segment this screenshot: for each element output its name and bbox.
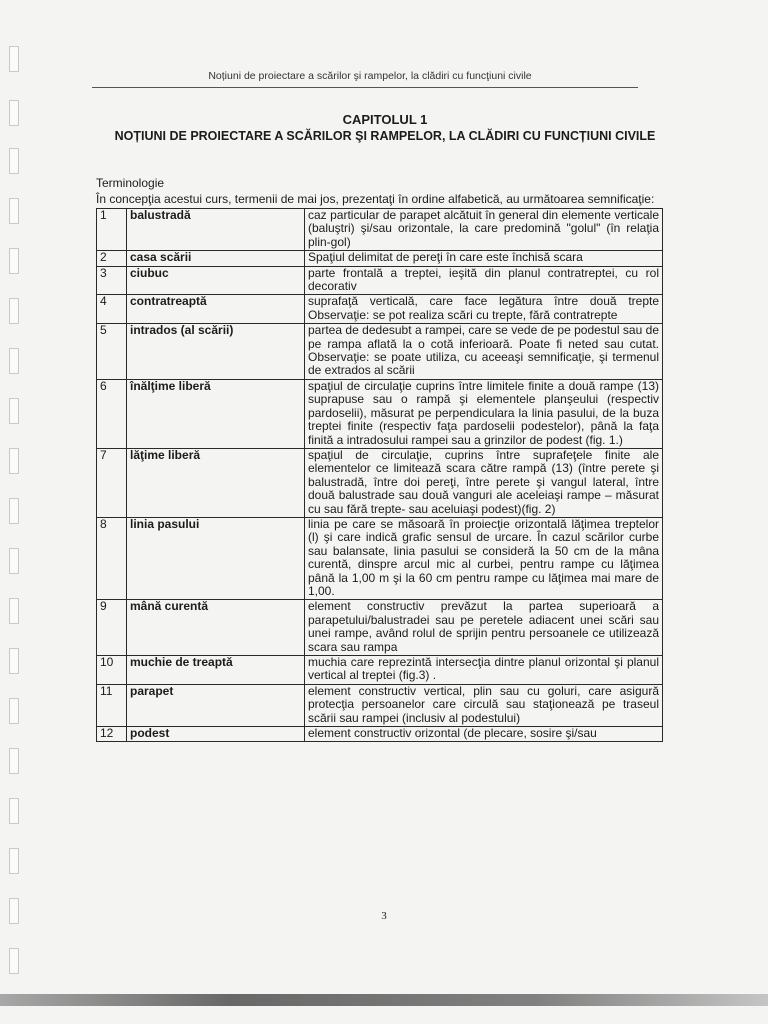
term-definition: linia pe care se măsoară în proiecţie orizontală lăţimea treptelor (l) şi care indică grafic sensul de urcare. În cazul scărilor curbe sau balansate, linia pasului se consideră la 50 cm de la mâna curentă, dinspre arcul mic al curbei, pentru rampe cu lăţimea până la 1,00 m şi la 60 cm pentru rampe cu lăţimea mai mare de 1,00. <box>305 517 663 599</box>
binder-hole <box>9 248 19 274</box>
section-label: Terminologie <box>96 176 165 190</box>
page-number: 3 <box>381 910 387 922</box>
term-number: 3 <box>97 266 127 295</box>
binder-hole <box>9 598 19 624</box>
term-number: 7 <box>97 448 127 517</box>
term-definition: spaţiul de circulaţie, cuprins între suprafeţele finite ale elementelor ce limitează scara către rampă (13) (între perete şi balustradă, între doi pereţi, între perete şi vangul lateral, între două balustrade sau două vanguri ale aceleiaşi rampe – măsurat cu sau fără trepte- sau aceluiaşi podest)(fig. 2) <box>305 448 663 517</box>
binder-hole <box>9 100 19 126</box>
binder-holes-strip <box>0 0 28 1024</box>
table-row <box>97 517 663 599</box>
term-definition: muchia care reprezintă intersecţia dintre planul orizontal şi planul vertical al treptei (fig.3) . <box>305 656 663 685</box>
binder-hole <box>9 848 19 874</box>
table-row <box>97 379 663 448</box>
table-row <box>97 656 663 685</box>
term-definition: suprafaţă verticală, care face legătura între două trepte Observaţie: se pot realiza scări cu trepte, fără contratrepte <box>305 295 663 324</box>
term-name: mână curentă <box>127 600 305 656</box>
table-row <box>97 266 663 295</box>
term-definition: parte frontală a treptei, ieşită din planul contratreptei, cu rol decorativ <box>305 266 663 295</box>
table-row <box>97 448 663 517</box>
term-number: 1 <box>97 209 127 251</box>
binder-hole <box>9 448 19 474</box>
term-name: balustradă <box>127 209 305 251</box>
binder-hole <box>9 798 19 824</box>
header-rule <box>92 87 638 88</box>
binder-hole <box>9 398 19 424</box>
term-name: podest <box>127 727 305 742</box>
table-row <box>97 251 663 266</box>
table-row <box>97 209 663 251</box>
term-name: contratreaptă <box>127 295 305 324</box>
term-name: casa scării <box>127 251 305 266</box>
term-definition: element constructiv orizontal (de plecare, sosire şi/sau <box>305 727 663 742</box>
binder-hole <box>9 648 19 674</box>
term-name: lăţime liberă <box>127 448 305 517</box>
term-name: înălţime liberă <box>127 379 305 448</box>
terminology-table <box>96 208 663 742</box>
binder-hole <box>9 748 19 774</box>
term-name: intrados (al scării) <box>127 324 305 380</box>
table-row <box>97 600 663 656</box>
binder-hole <box>9 548 19 574</box>
running-header: Noțiuni de proiectare a scărilor şi rampelor, la clădiri cu funcţiuni civile <box>208 70 532 82</box>
binder-hole <box>9 498 19 524</box>
binder-hole <box>9 298 19 324</box>
term-name: ciubuc <box>127 266 305 295</box>
term-definition: element constructiv prevăzut la partea superioară a parapetului/balustradei sau pe peretele adiacent unei scări sau unei rampe, având rolul de sprijin pentru persoanele ce utilizează scara sau rampa <box>305 600 663 656</box>
term-name: muchie de treaptă <box>127 656 305 685</box>
term-name: linia pasului <box>127 517 305 599</box>
term-definition: element constructiv vertical, plin sau cu goluri, care asigură protecţia persoanelor care circulă sau staţionează pe traseul scării sau rampei (inclusiv al podestului) <box>305 684 663 726</box>
table-row <box>97 684 663 726</box>
binder-hole <box>9 46 19 72</box>
term-number: 12 <box>97 727 127 742</box>
binder-hole <box>9 198 19 224</box>
binder-hole <box>9 698 19 724</box>
intro-paragraph: În concepţia acestui curs, termenii de mai jos, prezentaţi în ordine alfabetică, au următoarea semnificaţie: <box>96 192 655 206</box>
term-number: 8 <box>97 517 127 599</box>
term-definition: spaţiul de circulaţie cuprins între limitele finite a două rampe (13) suprapuse sau o rampă şi elementele planşeului (respectiv pardoselii), măsurat pe perpendiculara la linia pasului, de la buza treptei finite (respectiv faţa pardoselii podestelor), până la faţa finită a intradosului rampei sau a grinzilor de podest (fig. 1.) <box>305 379 663 448</box>
term-definition: Spaţiul delimitat de pereţi în care este închisă scara <box>305 251 663 266</box>
term-number: 6 <box>97 379 127 448</box>
term-name: parapet <box>127 684 305 726</box>
term-definition: caz particular de parapet alcătuit în general din elemente verticale (baluştri) şi/sau orizontale, la care predomină "golul" (în relaţia plin-gol) <box>305 209 663 251</box>
term-number: 5 <box>97 324 127 380</box>
term-number: 2 <box>97 251 127 266</box>
table-row <box>97 324 663 380</box>
term-number: 11 <box>97 684 127 726</box>
term-number: 4 <box>97 295 127 324</box>
chapter-number: CAPITOLUL 1 <box>342 112 428 127</box>
term-number: 10 <box>97 656 127 685</box>
table-row <box>97 727 663 742</box>
binder-hole <box>9 948 19 974</box>
chapter-title: NOȚIUNI DE PROIECTARE A SCĂRILOR ŞI RAMPELOR, LA CLĂDIRI CU FUNCȚIUNI CIVILE <box>114 129 656 143</box>
term-number: 9 <box>97 600 127 656</box>
scan-edge-shadow <box>0 994 768 1006</box>
binder-hole <box>9 348 19 374</box>
term-definition: partea de dedesubt a rampei, care se vede de pe podestul sau de pe rampa aflată la o cotă inferioară. Poate fi neted sau cutat. Observaţie: se poate utiliza, cu aceeaşi semnificaţie, şi termenul de extrados al scării <box>305 324 663 380</box>
table-row <box>97 295 663 324</box>
binder-hole <box>9 148 19 174</box>
